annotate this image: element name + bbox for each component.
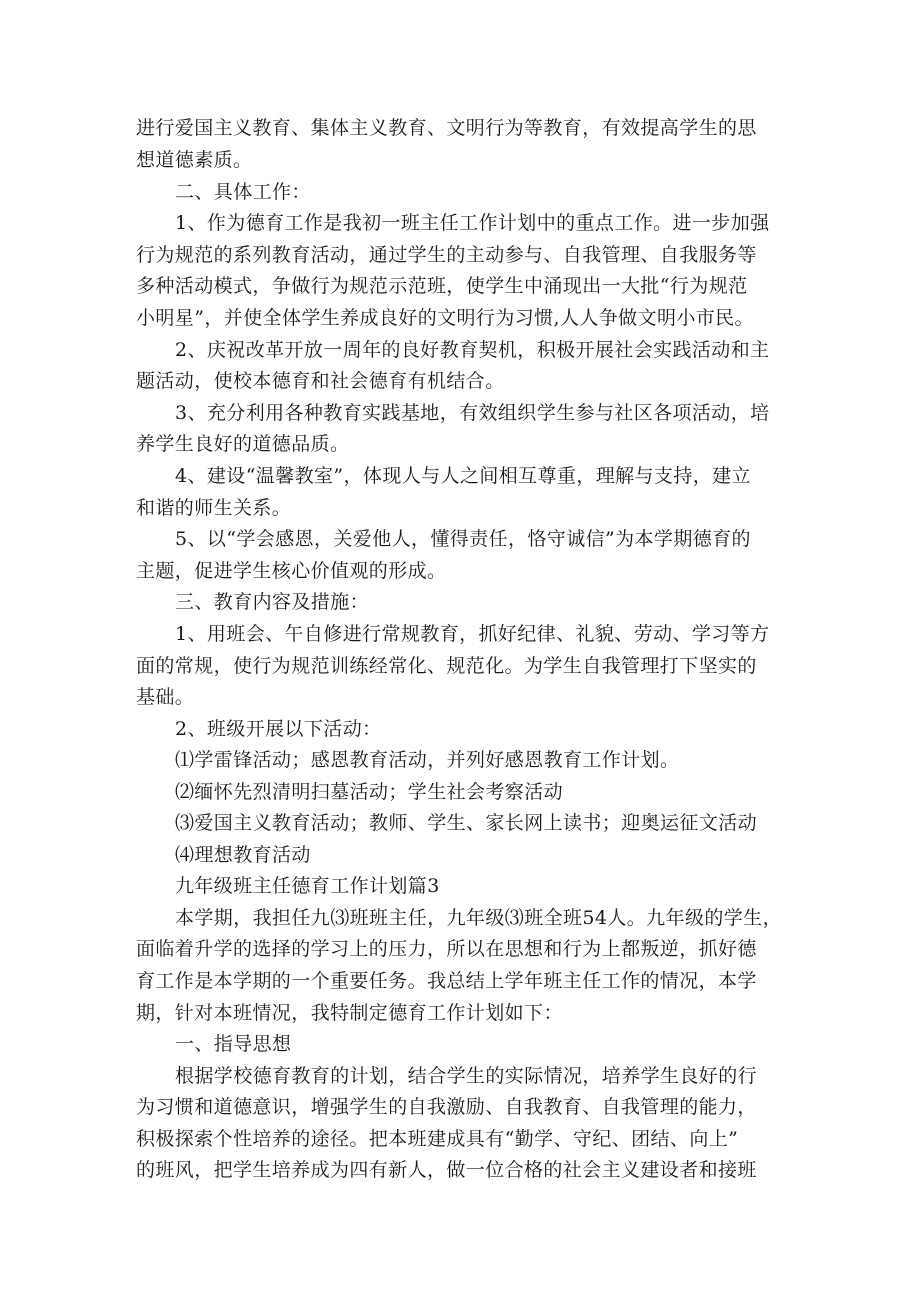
text-line: 主题，促进学生核心价值观的形成。 — [136, 560, 447, 582]
text-line: 2、班级开展以下活动： — [175, 718, 382, 740]
text-line: 多种活动模式，争做行为规范示范班，使学生中涌现出一大批“行为规范 — [136, 275, 748, 297]
text-line: 基础。 — [136, 686, 195, 708]
text-line: 积极探索个性培养的途径。把本班建成具有“勤学、守纪、团结、向上” — [136, 1128, 739, 1150]
article-title: 九年级班主任德育工作计划篇3 — [175, 875, 440, 897]
text-line: 本学期，我担任九⑶班班主任，九年级⑶班全班54人。九年级的学生， — [175, 907, 782, 929]
section-heading: 一、指导思想 — [175, 1033, 292, 1055]
text-line: 想道德素质。 — [136, 149, 253, 171]
list-item: ⑵缅怀先烈清明扫墓活动；学生社会考察活动 — [175, 781, 564, 803]
text-line: 为习惯和道德意识，增强学生的自我激励、自我教育、自我管理的能力， — [136, 1096, 757, 1118]
list-item: ⑶爱国主义教育活动；教师、学生、家长网上读书；迎奥运征文活动 — [175, 812, 758, 834]
list-item: ⑴学雷锋活动；感恩教育活动，并列好感恩教育工作计划。 — [175, 749, 680, 771]
text-line: 题活动，使校本德育和社会德育有机结合。 — [136, 370, 505, 392]
text-line: 5、以“学会感恩，关爱他人，懂得责任，恪守诚信”为本学期德育的 — [175, 528, 751, 550]
text-line: 行为规范的系列教育活动，通过学生的主动参与、自我管理、自我服务等 — [136, 244, 757, 266]
text-line: 育工作是本学期的一个重要任务。我总结上学年班主任工作的情况，本学 — [136, 970, 757, 992]
section-heading: 三、教育内容及措施： — [175, 591, 370, 613]
text-line: 的班风，把学生培养成为四有新人，做一位合格的社会主义建设者和接班 — [136, 1159, 757, 1181]
section-heading: 二、具体工作： — [175, 181, 311, 203]
text-line: 1、作为德育工作是我初一班主任工作计划中的重点工作。进一步加强 — [175, 212, 770, 234]
text-line: 2、庆祝改革开放一周年的良好教育契机，积极开展社会实践活动和主 — [175, 339, 770, 361]
text-line: 4、建设“温馨教室”，体现人与人之间相互尊重，理解与支持，建立 — [175, 465, 751, 487]
text-line: 3、充分利用各种教育实践基地，有效组织学生参与社区各项活动，培 — [175, 402, 770, 424]
text-line: 面临着升学的选择的学习上的压力，所以在思想和行为上都叛逆，抓好德 — [136, 938, 757, 960]
text-line: 1、用班会、午自修进行常规教育，抓好纪律、礼貌、劳动、学习等方 — [175, 623, 770, 645]
text-line: 和谐的师生关系。 — [136, 497, 292, 519]
list-item: ⑷理想教育活动 — [175, 844, 311, 866]
text-line: 小明星”，并使全体学生养成良好的文明行为习惯,人人争做文明小市民。 — [136, 307, 754, 329]
text-line: 进行爱国主义教育、集体主义教育、文明行为等教育，有效提高学生的思 — [136, 117, 757, 139]
text-line: 养学生良好的道德品质。 — [136, 433, 350, 455]
text-line: 期，针对本班情况，我特制定德育工作计划如下： — [136, 1002, 563, 1024]
text-line: 根据学校德育教育的计划，结合学生的实际情况，培养学生良好的行 — [175, 1065, 758, 1087]
text-line: 面的常规，使行为规范训练经常化、规范化。为学生自我管理打下坚实的 — [136, 655, 757, 677]
